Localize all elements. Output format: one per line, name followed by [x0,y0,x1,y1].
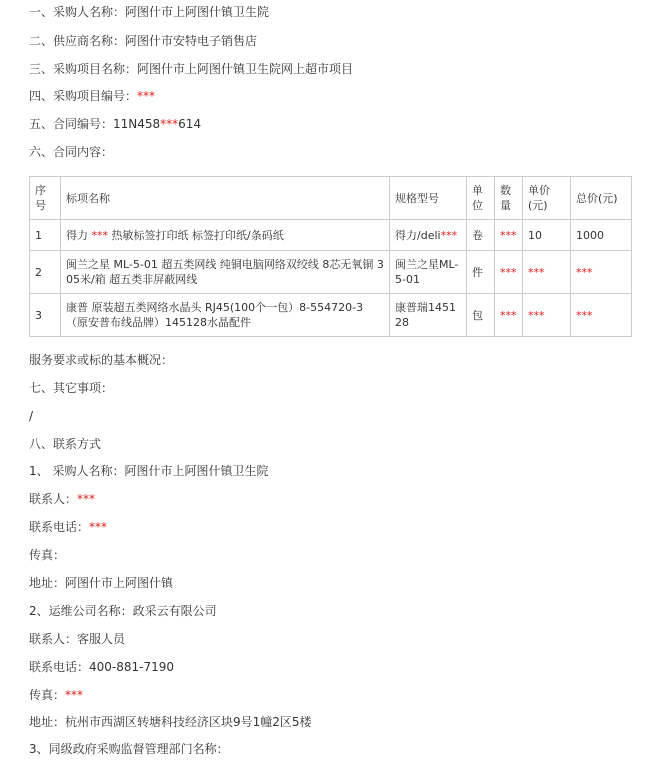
ops-company-line [29,603,217,619]
row-total: 1000 [571,220,632,251]
ops-company-value: 政采云有限公司 [132,604,217,618]
purchaser-value: 阿图什市上阿图什镇卫生院 [125,5,270,19]
purchaser-fax-line [29,547,65,563]
purchaser-name-line [29,463,268,479]
row-total: *** [571,251,632,294]
header-total: 总价(元) [571,177,632,220]
contact-title-line [29,436,101,452]
ops-address-label: 地址： [29,715,66,729]
row-price: 10 [523,220,571,251]
ops-contact-line [29,631,125,647]
row-spec-prefix: 得力/deli [395,228,441,242]
contract-no-prefix: 11N458 [113,117,161,131]
row-no: 3 [30,294,61,337]
contract-no-masked: *** [160,117,179,131]
ops-company-label: 2、运维公司名称： [29,604,133,618]
table-row [30,220,632,251]
project-name-label: 三、采购项目名称： [29,62,138,76]
row-spec: 康普瑞145128 [390,294,467,337]
contact-title: 八、联系方式 [29,437,102,451]
purchaser-phone-line [29,519,107,535]
supplier-label: 二、供应商名称： [29,34,126,48]
row-qty: *** [495,294,523,337]
ops-fax-label: 传真： [29,688,66,702]
row-spec [390,220,467,251]
purchaser-name-value: 阿图什市上阿图什镇卫生院 [124,464,269,478]
ops-address-value: 杭州市西湖区转塘科技经济区块9号1幢2区5楼 [65,715,312,729]
row-no: 1 [30,220,61,251]
purchaser-contact-line [29,491,95,507]
contract-items-table [29,176,632,337]
row-name: 康普 原装超五类网络水晶头 RJ45(100个一包）8-554720-3（原安普布线品牌）145128水晶配件 [61,294,390,337]
project-name-value: 阿图什市上阿图什镇卫生院网上超市项目 [137,62,354,76]
ops-fax-line [29,687,83,703]
purchaser-fax-label: 传真： [29,548,66,562]
ops-phone-line [29,659,174,675]
ops-phone-label: 联系电话： [29,660,90,674]
row-spec-masked: *** [440,228,458,242]
header-unit: 单位 [467,177,495,220]
purchaser-name-label: 1、 采购人名称： [29,464,125,478]
contract-content-label: 六、合同内容： [29,145,114,159]
header-price: 单价(元) [523,177,571,220]
contract-content-line [29,144,113,160]
row-no: 2 [30,251,61,294]
purchaser-contact-value: *** [77,492,96,506]
purchaser-label: 一、采购人名称： [29,5,126,19]
row-total: *** [571,294,632,337]
ops-address-line [29,714,312,730]
purchaser-address-value: 阿图什市上阿图什镇 [65,576,174,590]
purchaser-line [29,4,269,20]
service-overview-line [29,352,173,368]
row-price: *** [523,251,571,294]
supplier-line [29,33,257,49]
purchaser-address-line [29,575,173,591]
table-header-row [30,177,632,220]
row-unit: 包 [467,294,495,337]
ops-contact-value: 客服人员 [77,632,126,646]
supplier-value: 阿图什市安特电子销售店 [125,34,258,48]
row-qty: *** [495,251,523,294]
header-spec: 规格型号 [390,177,467,220]
purchaser-address-label: 地址： [29,576,66,590]
table-row [30,294,632,337]
project-no-line [29,88,155,104]
ops-contact-label: 联系人： [29,632,78,646]
contract-no-suffix: 614 [178,117,202,131]
project-name-line [29,61,353,77]
other-matters-value-line [29,408,33,424]
contract-no-line [29,116,201,132]
table-row [30,251,632,294]
purchaser-contact-label: 联系人： [29,492,78,506]
project-no-label: 四、采购项目编号： [29,89,138,103]
row-name-masked: *** [91,228,108,242]
other-matters-value: / [29,409,34,423]
purchaser-phone-label: 联系电话： [29,520,90,534]
row-unit: 件 [467,251,495,294]
project-no-value: *** [137,89,156,103]
row-name [61,220,390,251]
contract-no-label: 五、合同编号： [29,117,114,131]
other-matters-line [29,380,113,396]
purchaser-phone-value: *** [89,520,108,534]
service-overview-label: 服务要求或标的基本概况： [29,353,174,367]
ops-fax-value: *** [65,688,84,702]
header-no: 序号 [30,177,61,220]
header-qty: 数量 [495,177,523,220]
row-spec: 闽兰之星ML-5-01 [390,251,467,294]
row-price: *** [523,294,571,337]
row-unit: 卷 [467,220,495,251]
gov-dept-line [29,741,229,757]
row-name-prefix: 得力 [66,228,92,242]
row-qty: *** [495,220,523,251]
row-name-suffix: 热敏标签打印纸 标签打印纸/条码纸 [108,228,284,242]
header-name: 标项名称 [61,177,390,220]
other-matters-label: 七、其它事项： [29,381,114,395]
gov-dept-label: 3、同级政府采购监督管理部门名称： [29,742,229,756]
ops-phone-value: 400-881-7190 [89,660,175,674]
row-name: 闽兰之星 ML-5-01 超五类网线 纯铜电脑网络双绞线 8芯无氧铜 305米/箱 超五类非屏蔽网线 [61,251,390,294]
